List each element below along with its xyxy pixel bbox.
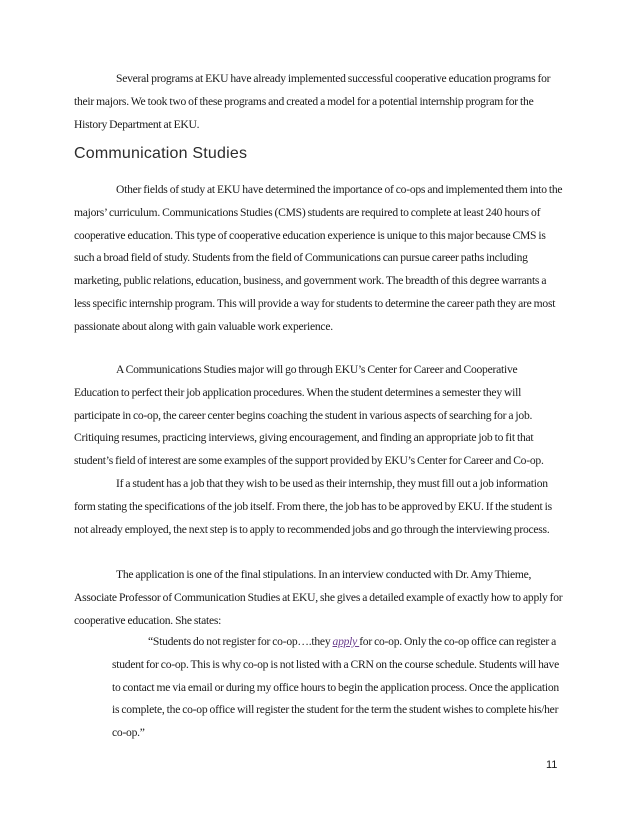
quote-text-start: “Students do not register for co-op….they (148, 635, 333, 648)
quote-text-end: for co-op. Only the co-op office can register a student for co-op. This is why co-op is not listed with a CRN on the course schedule. Students will have to contact me via email or during my office hours to begin the application process. Once the application is complete, the co-op office will register the student for the term the student wishes to complete his/her co-op.” (112, 635, 559, 740)
block-quote (112, 631, 564, 745)
paragraph-application: The application is one of the final stipulations. In an interview conducted with Dr. Amy Thieme, Associate Professor of Communication Studies at EKU, she gives a detailed example of exactly how to apply for cooperative education. She states: (74, 568, 563, 627)
paragraph-eku-programs: Several programs at EKU have already implemented successful cooperative education programs for their majors. We took two of these programs and created a model for a potential internship program for the History Department at EKU. (74, 72, 551, 131)
paragraph-career-center: A Communications Studies major will go through EKU’s Center for Career and Cooperative Education to perfect their job application procedures. When the student determines a semester they will participate in co-op, the career center begins coaching the student in various aspects of searching for a job. Critiquing resumes, practicing interviews, giving encouragement, and finding an appropriate job to fit that student’s field of interest are some examples of the support provided by EKU’s Center for Career and Co-op. (74, 363, 544, 468)
section-heading: Communication Studies (74, 145, 248, 162)
page-number: 11 (546, 759, 558, 771)
quote-emphasis-apply: apply (332, 635, 360, 648)
paragraph-job-information: If a student has a job that they wish to be used as their internship, they must fill out a job information form stating the specifications of the job itself. From there, the job has to be approved by EKU. If the student is not already employed, the next step is to apply to recommended jobs and go through the interviewing process. (74, 477, 552, 536)
paragraph-other-fields: Other fields of study at EKU have determined the importance of co-ops and implemented them into the majors’ curriculum. Communications Studies (CMS) students are required to complete at least 240 hours of cooperative education. This type of cooperative education experience is unique to this major because CMS is such a broad field of study. Students from the field of Communications can pursue career paths including marketing, public relations, education, business, and government work. The breadth of this degree warrants a less specific internship program. This will provide a way for students to determine the career path they are most passionate about along with gain valuable work experience. (74, 183, 563, 333)
